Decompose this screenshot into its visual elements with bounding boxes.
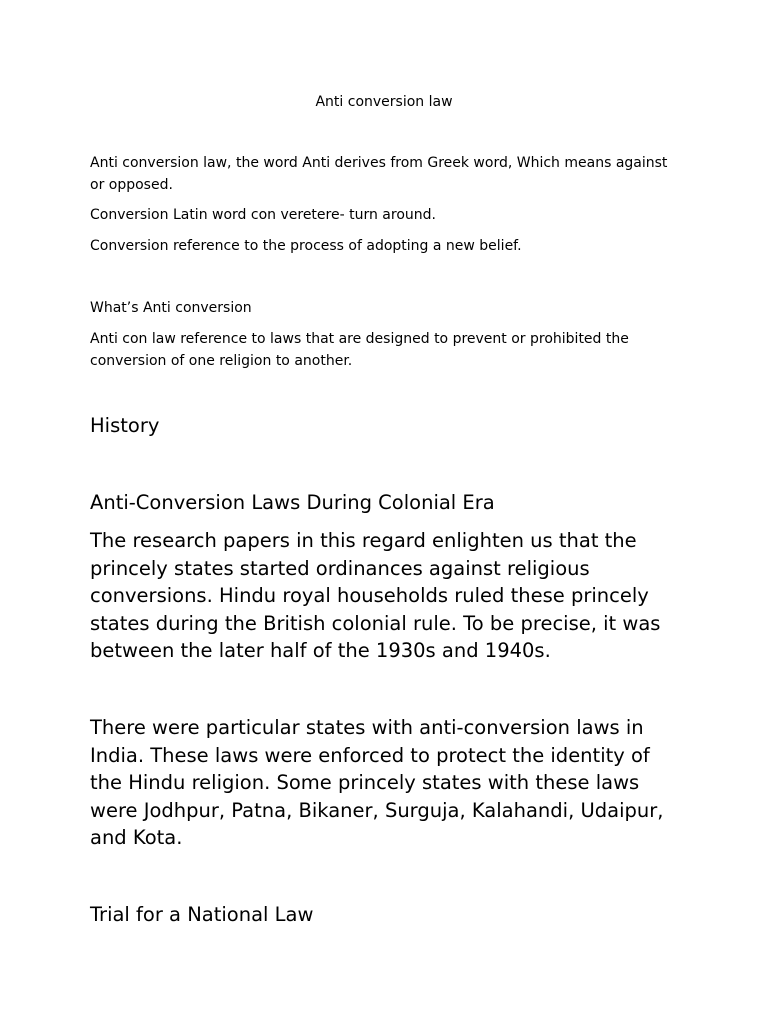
whats-anti-conversion-paragraph: Anti con law reference to laws that are designed to prevent or prohibited the conversion of one religion to another. [90,331,629,369]
national-law-heading: Trial for a National Law [90,903,314,926]
whats-anti-conversion-heading: What’s Anti conversion [90,300,252,316]
intro-paragraph-latin: Conversion Latin word con veretere- turn around. [90,207,436,223]
history-heading: History [90,414,160,437]
colonial-era-paragraph-2: There were particular states with anti-conversion laws in India. These laws were enforced to protect the identity of the Hindu religion. Some princely states with these laws were Jodhpur, Patna, Bikaner, Surguja, Kalahandi, Udaipur, and Kota. [90,716,664,850]
document-title: Anti conversion law [315,94,453,110]
colonial-era-paragraph-1: The research papers in this regard enlighten us that the princely states started ordinances against religious conversions. Hindu royal households ruled these princely states during the British colonial rule. To be precise, it was between the later half of the 1930s and 1940s. [90,529,661,663]
colonial-era-heading: Anti-Conversion Laws During Colonial Era [90,491,495,514]
intro-paragraph-greek: Anti conversion law, the word Anti derives from Greek word, Which means against or opposed. [90,155,668,193]
intro-paragraph-definition: Conversion reference to the process of adopting a new belief. [90,238,522,254]
